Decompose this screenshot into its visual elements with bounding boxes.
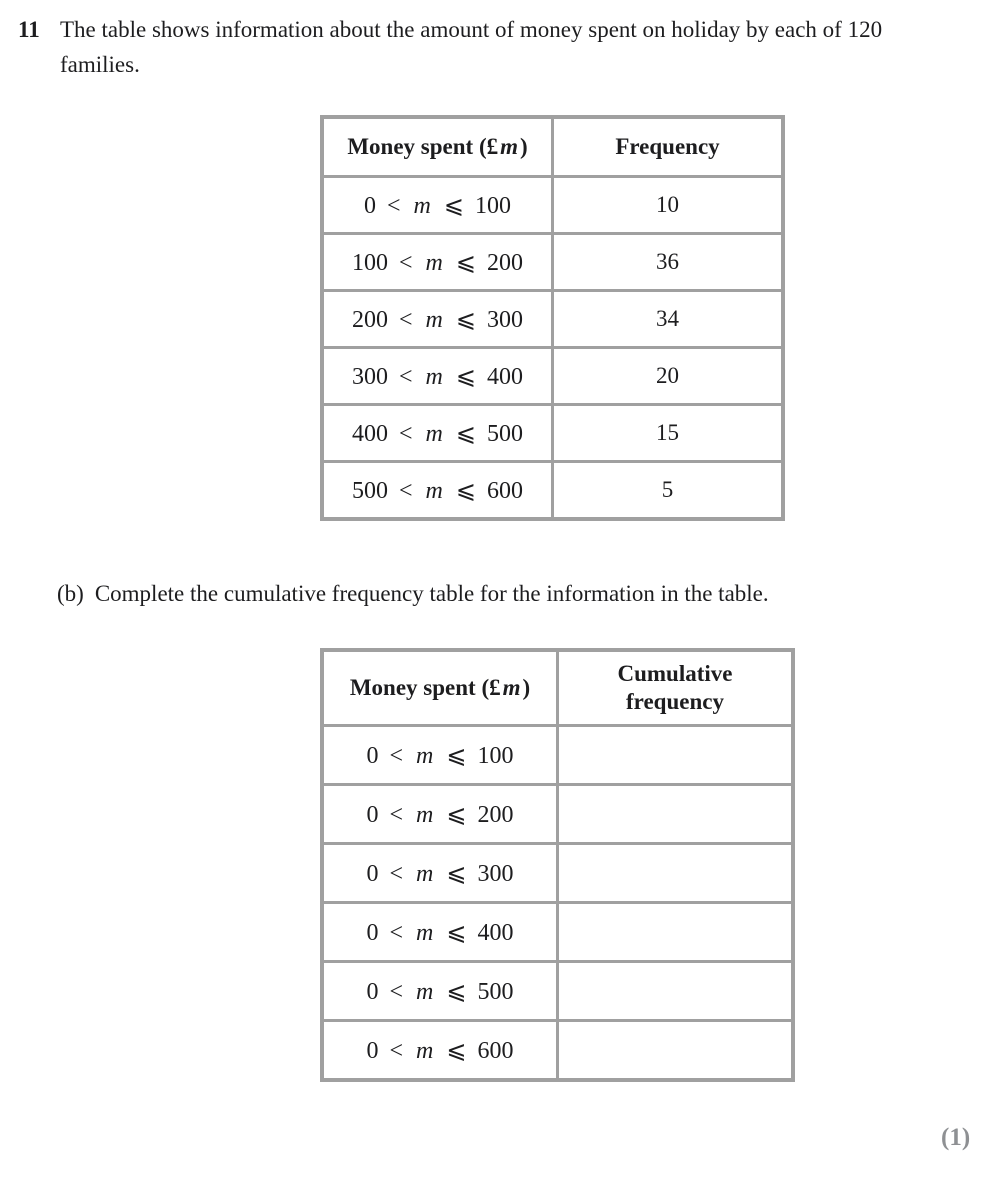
range-variable: m: [416, 919, 434, 946]
money-range-cell: [322, 785, 558, 844]
cumulative-answer-cell[interactable]: [558, 1021, 794, 1081]
range-left: 0 <: [366, 860, 404, 887]
range-left: 0 <: [366, 919, 404, 946]
range-variable: m: [413, 192, 431, 219]
range-variable: m: [425, 249, 443, 276]
range-right: ⩽ 400: [446, 919, 514, 946]
money-range-cell: [322, 726, 558, 785]
table-row: [322, 962, 793, 1021]
money-range-cell: [322, 405, 553, 462]
frequency-value-cell: 10: [553, 177, 784, 234]
frequency-value-cell: 15: [553, 405, 784, 462]
range-right: ⩽ 200: [455, 249, 523, 276]
range-left: 400 <: [352, 420, 413, 447]
marks-badge: (1): [941, 1124, 971, 1151]
range-right: ⩽ 300: [455, 306, 523, 333]
cumulative-frequency-table: [320, 648, 795, 1082]
part-b-label: (b): [57, 581, 84, 606]
table-row: [322, 405, 783, 462]
frequency-table: [320, 115, 785, 521]
range-right: ⩽ 200: [446, 801, 514, 828]
range-variable: m: [425, 477, 443, 504]
cumulative-answer-cell[interactable]: [558, 962, 794, 1021]
header-money-prefix: Money spent (£: [349, 675, 501, 700]
table-header-row: [322, 650, 793, 726]
table-header-money: [322, 117, 553, 177]
money-range-cell: [322, 1021, 558, 1081]
table-row: [322, 844, 793, 903]
range-right: ⩽ 600: [455, 477, 523, 504]
header-money-variable: m: [502, 675, 521, 700]
range-left: 500 <: [352, 477, 413, 504]
money-range-cell: [322, 462, 553, 520]
table-header-frequency: Frequency: [553, 117, 784, 177]
range-variable: m: [416, 1037, 434, 1064]
range-left: 300 <: [352, 363, 413, 390]
table-row: [322, 785, 793, 844]
cumulative-answer-cell[interactable]: [558, 844, 794, 903]
range-variable: m: [425, 306, 443, 333]
money-range-cell: [322, 903, 558, 962]
cumulative-answer-cell[interactable]: [558, 903, 794, 962]
range-right: ⩽ 100: [443, 192, 511, 219]
table-row: [322, 726, 793, 785]
table-row: [322, 462, 783, 520]
part-b-text: Complete the cumulative frequency table for the information in the table.: [94, 581, 769, 606]
range-variable: m: [416, 742, 434, 769]
header-money-prefix: Money spent (£: [347, 134, 499, 159]
frequency-value-cell: 5: [553, 462, 784, 520]
frequency-value-cell: 36: [553, 234, 784, 291]
table-header-cumulative: [558, 650, 794, 726]
table-row: [322, 291, 783, 348]
cumulative-answer-cell[interactable]: [558, 785, 794, 844]
header-cumulative-label: Cumulative frequency: [617, 661, 733, 714]
cumulative-answer-cell[interactable]: [558, 726, 794, 785]
header-money-suffix: ): [520, 134, 528, 159]
range-variable: m: [416, 801, 434, 828]
range-variable: m: [425, 363, 443, 390]
range-left: 0 <: [366, 801, 404, 828]
table-header-money: [322, 650, 558, 726]
range-variable: m: [416, 978, 434, 1005]
table-row: [322, 348, 783, 405]
question-text: The table shows information about the amount of money spent on holiday by each of 120 families.: [60, 17, 883, 77]
range-variable: m: [425, 420, 443, 447]
frequency-value-cell: 34: [553, 291, 784, 348]
table-header-row: [322, 117, 783, 177]
range-variable: m: [416, 860, 434, 887]
money-range-cell: [322, 177, 553, 234]
header-money-variable: m: [500, 134, 518, 159]
range-left: 100 <: [352, 249, 413, 276]
question-stem: [18, 12, 963, 82]
range-left: 0 <: [364, 192, 401, 219]
range-left: 0 <: [366, 742, 404, 769]
money-range-cell: [322, 962, 558, 1021]
range-left: 200 <: [352, 306, 413, 333]
range-right: ⩽ 100: [446, 742, 514, 769]
table-row: [322, 1021, 793, 1081]
frequency-value-cell: 20: [553, 348, 784, 405]
table-row: [322, 234, 783, 291]
money-range-cell: [322, 234, 553, 291]
money-range-cell: [322, 291, 553, 348]
range-right: ⩽ 400: [455, 363, 523, 390]
money-range-cell: [322, 844, 558, 903]
money-range-cell: [322, 348, 553, 405]
part-b-prompt: [57, 581, 769, 607]
range-right: ⩽ 600: [446, 1037, 514, 1064]
table-row: [322, 903, 793, 962]
question-number: 11: [18, 17, 40, 42]
range-left: 0 <: [366, 1037, 404, 1064]
range-right: ⩽ 500: [446, 978, 514, 1005]
header-money-suffix: ): [522, 675, 531, 700]
table-row: [322, 177, 783, 234]
range-right: ⩽ 500: [455, 420, 523, 447]
range-right: ⩽ 300: [446, 860, 514, 887]
range-left: 0 <: [366, 978, 404, 1005]
